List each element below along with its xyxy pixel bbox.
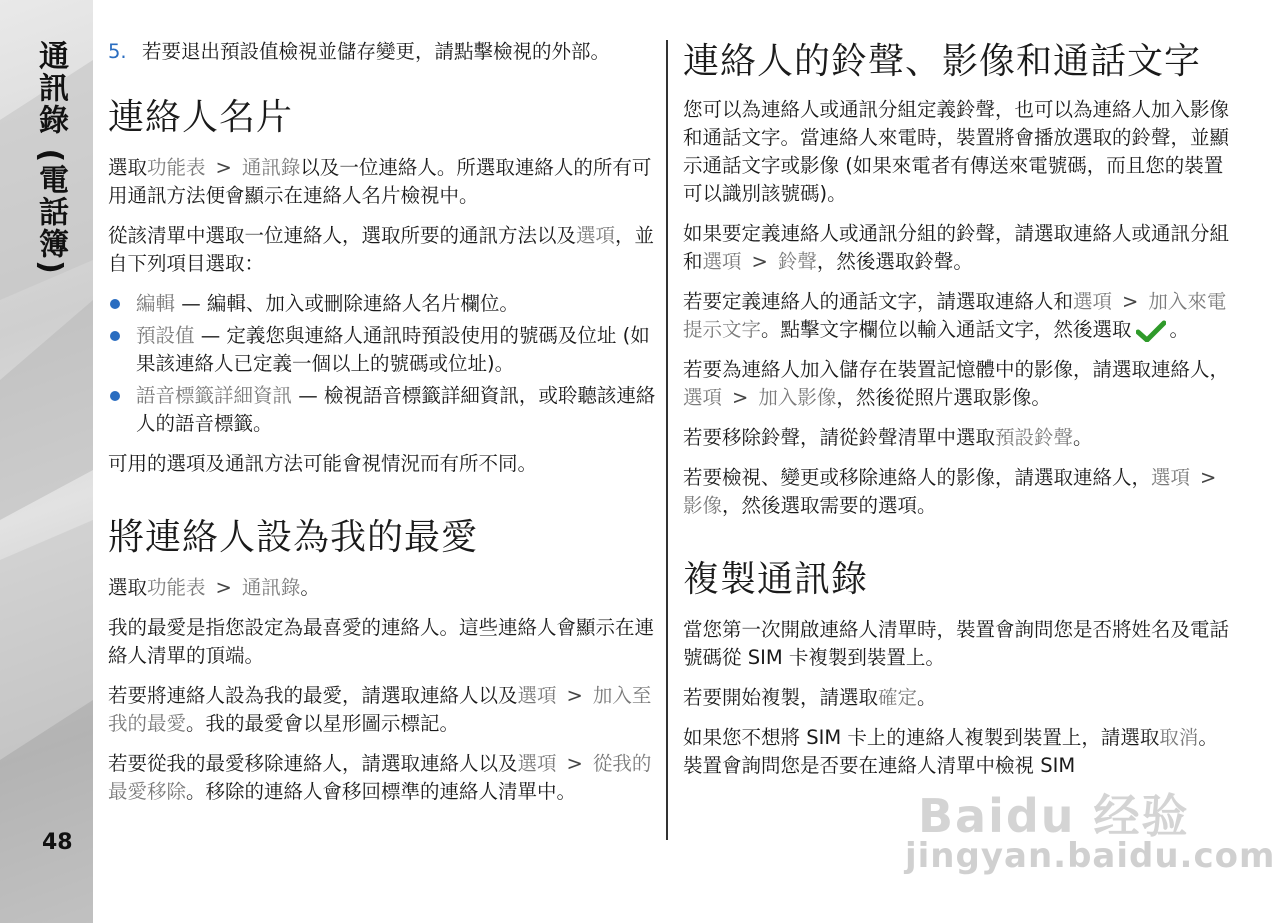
bullet-icon bbox=[110, 299, 120, 309]
chapter-sidebar bbox=[0, 0, 93, 923]
baidu-watermark-url: jingyan.baidu.com bbox=[905, 836, 1276, 876]
contact-card-para-2: 從該清單中選取一位連絡人，選取所要的通訊方法以及選項，並自下列項目選取： bbox=[108, 224, 655, 275]
chapter-title: 通訊錄 (電話簿) bbox=[33, 40, 68, 276]
baidu-watermark-logo: Baidu 经验 bbox=[918, 789, 1190, 843]
step-5 bbox=[108, 38, 656, 66]
step-text: 若要退出預設值檢視並儲存變更，請點擊檢視的外部。 bbox=[142, 40, 611, 63]
checkmark-icon bbox=[1136, 320, 1166, 342]
favorites-para-4: 若要從我的最愛移除連絡人，請選取連絡人以及選項 > 從我的最愛移除。移除的連絡人會移回標準的連絡人清單中。 bbox=[108, 752, 652, 803]
section-heading-favorites: 將連絡人設為我的最愛 bbox=[108, 517, 479, 558]
section-heading-contact-card: 連絡人名片 bbox=[108, 97, 294, 138]
favorites-para-2: 我的最愛是指您設定為最喜愛的連絡人。這些連絡人會顯示在連絡人清單的頂端。 bbox=[108, 616, 655, 667]
copy-para-1: 當您第一次開啟連絡人清單時，裝置會詢問您是否將姓名及電話號碼從 SIM 卡複製到裝置上。 bbox=[683, 618, 1230, 669]
options-keyword: 選項 bbox=[576, 224, 616, 247]
path-separator: > bbox=[215, 156, 232, 179]
right-column bbox=[683, 38, 1231, 792]
menu-keyword: 功能表 bbox=[147, 156, 206, 179]
left-column bbox=[108, 38, 656, 818]
ringtone-para-4: 若要為連絡人加入儲存在裝置記憶體中的影像，請選取連絡人，選項 > 加入影像，然後從照片選取影像。 bbox=[683, 358, 1230, 409]
contact-card-para-1: 選取功能表 > 通訊錄以及一位連絡人。所選取連絡人的所有可用通訊方法便會顯示在連絡人名片檢視中。 bbox=[108, 156, 652, 207]
bullet-icon bbox=[110, 331, 120, 341]
bullet-icon bbox=[110, 391, 120, 401]
column-divider bbox=[666, 40, 668, 840]
copy-para-3: 如果您不想將 SIM 卡上的連絡人複製到裝置上，請選取取消。裝置會詢問您是否要在連絡人清單中檢視 SIM bbox=[683, 726, 1218, 777]
ringtone-para-2: 如果要定義連絡人或通訊分組的鈴聲，請選取連絡人或通訊分組和選項 > 鈴聲，然後選取鈴聲。 bbox=[683, 222, 1230, 273]
copy-para-2: 若要開始複製，請選取確定。 bbox=[683, 686, 937, 709]
contact-card-para-3: 可用的選項及通訊方法可能會視情況而有所不同。 bbox=[108, 452, 538, 475]
ringtone-para-3: 若要定義連絡人的通話文字，請選取連絡人和選項 > 加入來電提示文字。點擊文字欄位以輸入通話文字，然後選取 。 bbox=[683, 290, 1227, 341]
list-item-voice-tag: 語音標籤詳細資訊 — 檢視語音標籤詳細資訊，或聆聽該連絡人的語音標籤。 bbox=[108, 382, 656, 438]
step-number: 5. bbox=[108, 40, 127, 63]
options-list bbox=[108, 290, 656, 438]
favorites-para-1: 選取功能表 > 通訊錄。 bbox=[108, 576, 320, 599]
ringtone-para-1: 您可以為連絡人或通訊分組定義鈴聲，也可以為連絡人加入影像和通話文字。當連絡人來電時，裝置將會播放選取的鈴聲，並顯示通話文字或影像 (如果來電者有傳送來電號碼，而且您的裝置可以識別該號碼)。 bbox=[683, 98, 1230, 205]
favorites-para-3: 若要將連絡人設為我的最愛，請選取連絡人以及選項 > 加入至我的最愛。我的最愛會以星形圖示標記。 bbox=[108, 684, 652, 735]
page-number: 48 bbox=[42, 830, 73, 855]
ringtone-para-6: 若要檢視、變更或移除連絡人的影像，請選取連絡人，選項 >影像，然後選取需要的選項。 bbox=[683, 466, 1217, 517]
list-item-edit: 編輯 — 編輯、加入或刪除連絡人名片欄位。 bbox=[108, 290, 656, 318]
section-heading-ringtone: 連絡人的鈴聲、影像和通話文字 bbox=[683, 41, 1202, 82]
section-heading-copy-contacts: 複製通訊錄 bbox=[683, 559, 869, 600]
contacts-keyword: 通訊錄 bbox=[241, 156, 301, 179]
ringtone-para-5: 若要移除鈴聲，請從鈴聲清單中選取預設鈴聲。 bbox=[683, 426, 1093, 449]
list-item-defaults: 預設值 — 定義您與連絡人通訊時預設使用的號碼及位址 (如果該連絡人已定義一個以上的號碼或位址)。 bbox=[108, 322, 656, 378]
